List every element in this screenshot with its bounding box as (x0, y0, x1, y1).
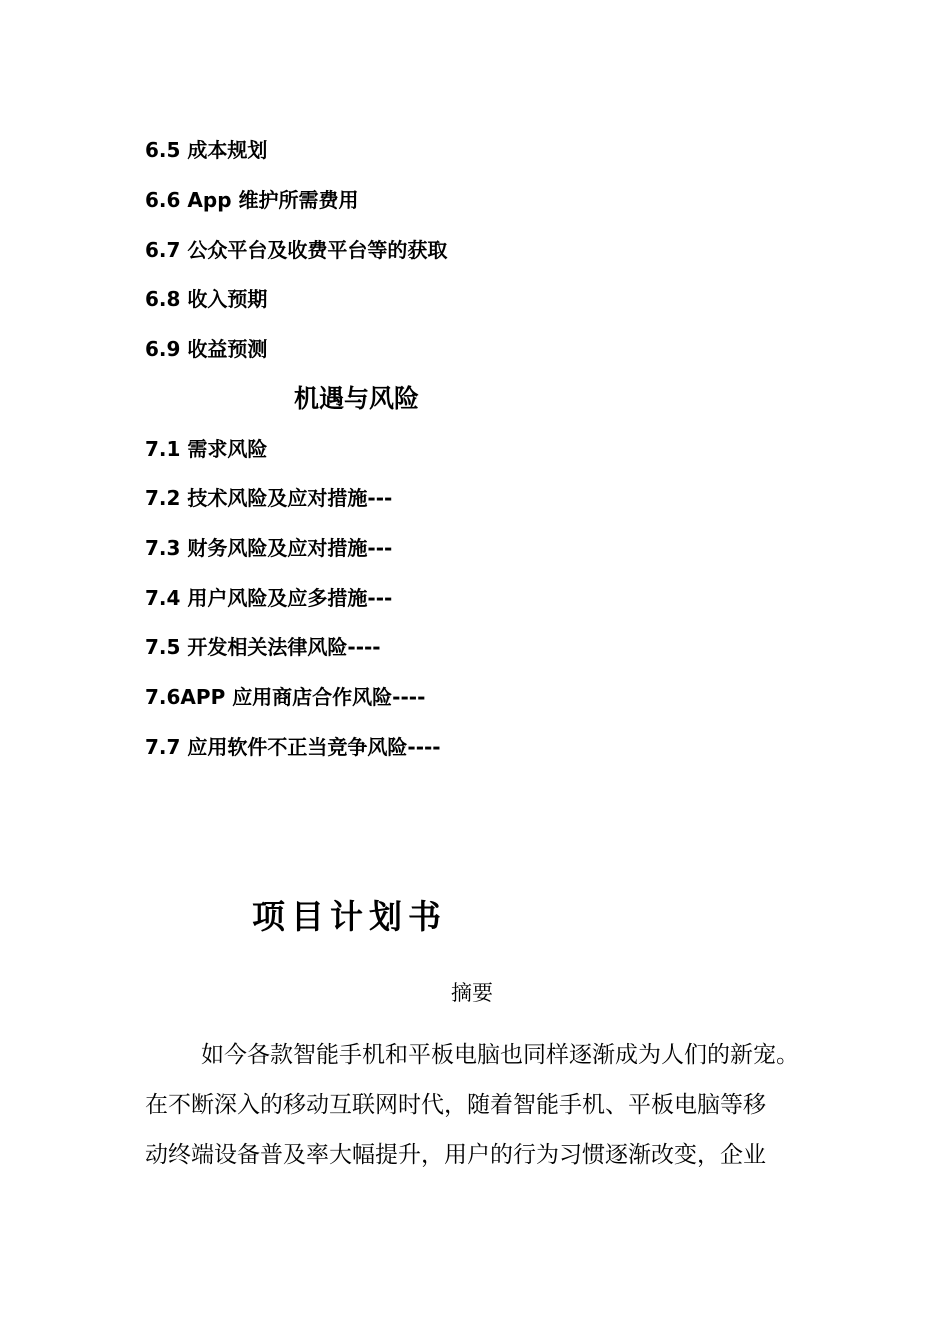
toc-item: 7.4 用户风险及应多措施--- (145, 586, 393, 610)
toc-item: 6.8 收入预期 (145, 287, 268, 311)
abstract-title: 摘要 (451, 981, 493, 1005)
paragraph-line: 如今各款智能手机和平板电脑也同样逐渐成为人们的新宠。 (201, 1042, 799, 1068)
paragraph-line: 动终端设备普及率大幅提升，用户的行为习惯逐渐改变，企业 (145, 1142, 766, 1168)
section-heading: 机遇与风险 (294, 384, 420, 413)
toc-item: 6.9 收益预测 (145, 337, 268, 361)
document-title: 项目计划书 (252, 897, 447, 936)
toc-item: 6.5 成本规划 (145, 138, 268, 162)
toc-item: 6.6 App 维护所需费用 (145, 188, 359, 212)
toc-item: 7.2 技术风险及应对措施--- (145, 486, 393, 510)
toc-item: 7.7 应用软件不正当竞争风险---- (145, 735, 441, 759)
toc-item: 7.3 财务风险及应对措施--- (145, 536, 393, 560)
paragraph-line: 在不断深入的移动互联网时代，随着智能手机、平板电脑等移 (145, 1092, 766, 1118)
toc-item: 7.1 需求风险 (145, 437, 268, 461)
toc-item: 7.6APP 应用商店合作风险---- (145, 685, 426, 709)
toc-item: 7.5 开发相关法律风险---- (145, 635, 381, 659)
toc-item: 6.7 公众平台及收费平台等的获取 (145, 238, 448, 262)
